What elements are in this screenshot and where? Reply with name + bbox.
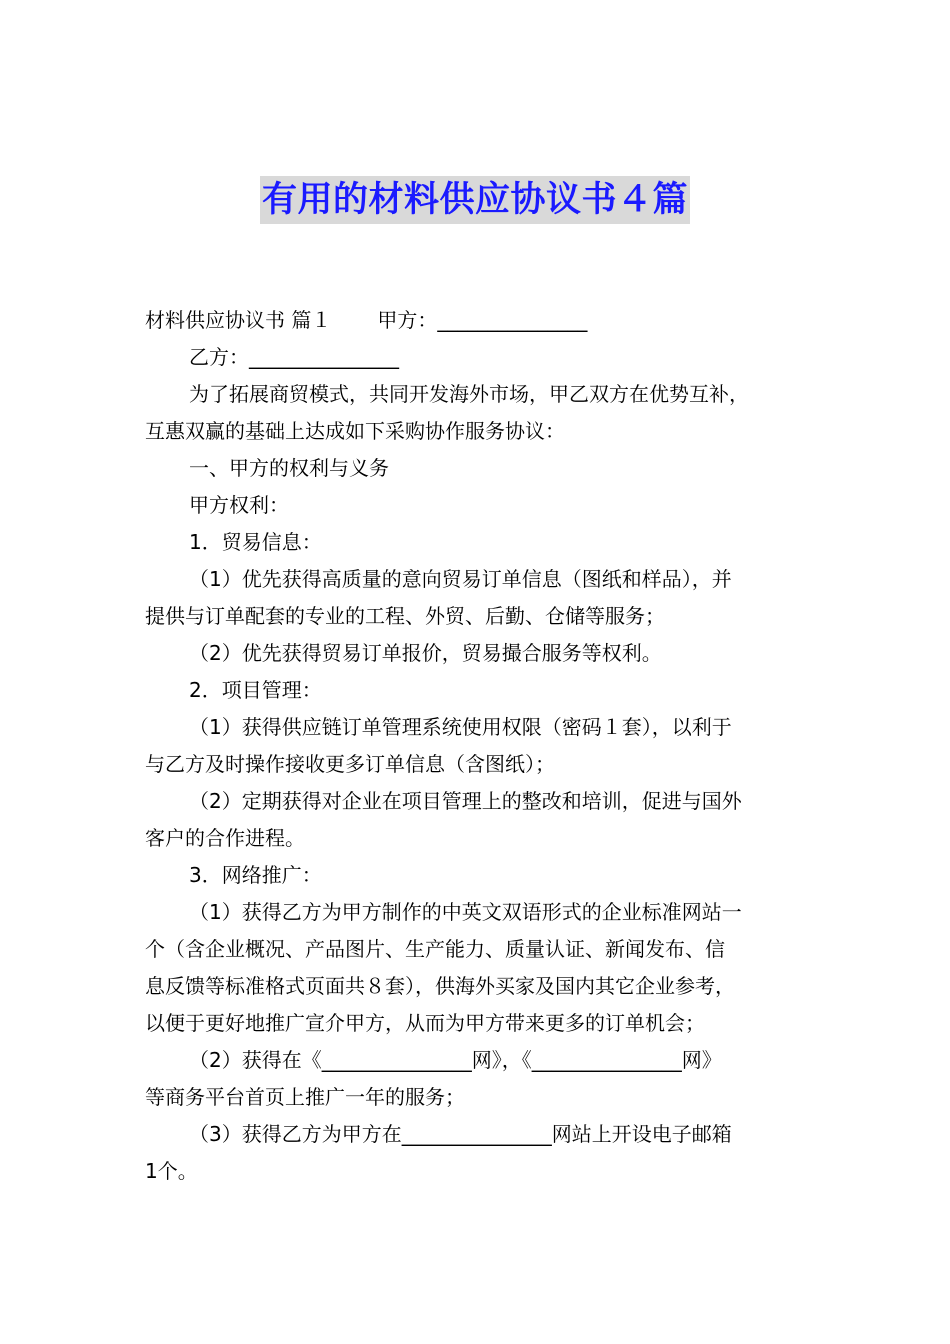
paragraph-line: 与乙方及时操作接收更多订单信息（含图纸）； (145, 752, 555, 776)
section-heading: 一、甲方的权利与义务 (189, 456, 389, 480)
paragraph-line: 提供与订单配套的专业的工程、外贸、后勤、仓储等服务； (145, 604, 665, 628)
item-heading: 2．项目管理： (189, 678, 322, 702)
document-body (145, 302, 807, 1190)
paragraph-line: （2）获得在《_______________网》，《_______________网》 (189, 1048, 722, 1072)
paragraph-line: 1个。 (145, 1159, 198, 1183)
paragraph-line: （1）获得乙方为甲方制作的中英文双语形式的企业标准网站一 (189, 900, 742, 924)
paragraph-line: 息反馈等标准格式页面共８套），供海外买家及国内其它企业参考， (145, 974, 735, 998)
paragraph-line: 等商务平台首页上推广一年的服务； (145, 1085, 465, 1109)
paragraph-line: 以便于更好地推广宣介甲方，从而为甲方带来更多的订单机会； (145, 1011, 705, 1035)
intro-heading: 材料供应协议书 篇１ (145, 308, 332, 332)
paragraph-line: （1）优先获得高质量的意向贸易订单信息（图纸和样品），并 (189, 567, 732, 591)
paragraph-line: （2）优先获得贸易订单报价，贸易撮合服务等权利。 (189, 641, 662, 665)
paragraph-line: 个（含企业概况、产品图片、生产能力、质量认证、新闻发布、信 (145, 937, 725, 961)
item-heading: 1．贸易信息： (189, 530, 322, 554)
title-wrap (0, 176, 950, 224)
paragraph-line: 客户的合作进程。 (145, 826, 305, 850)
paragraph-line: 为了拓展商贸模式，共同开发海外市场，甲乙双方在优势互补， (189, 382, 749, 406)
paragraph-line: （1）获得供应链订单管理系统使用权限（密码１套），以利于 (189, 715, 732, 739)
paragraph-line: 互惠双赢的基础上达成如下采购协作服务协议： (145, 419, 565, 443)
item-heading: 3．网络推广： (189, 863, 322, 887)
intro-line (145, 302, 807, 339)
party-a-line: 甲方：_______________ (377, 308, 588, 332)
subsection-heading: 甲方权利： (189, 493, 289, 517)
party-b-line: 乙方：_______________ (189, 345, 399, 369)
paragraph-line: （2）定期获得对企业在项目管理上的整改和培训，促进与国外 (189, 789, 742, 813)
document-title: 有用的材料供应协议书４篇 (260, 176, 690, 224)
paragraph-line: （3）获得乙方为甲方在_______________网站上开设电子邮箱 (189, 1122, 732, 1146)
